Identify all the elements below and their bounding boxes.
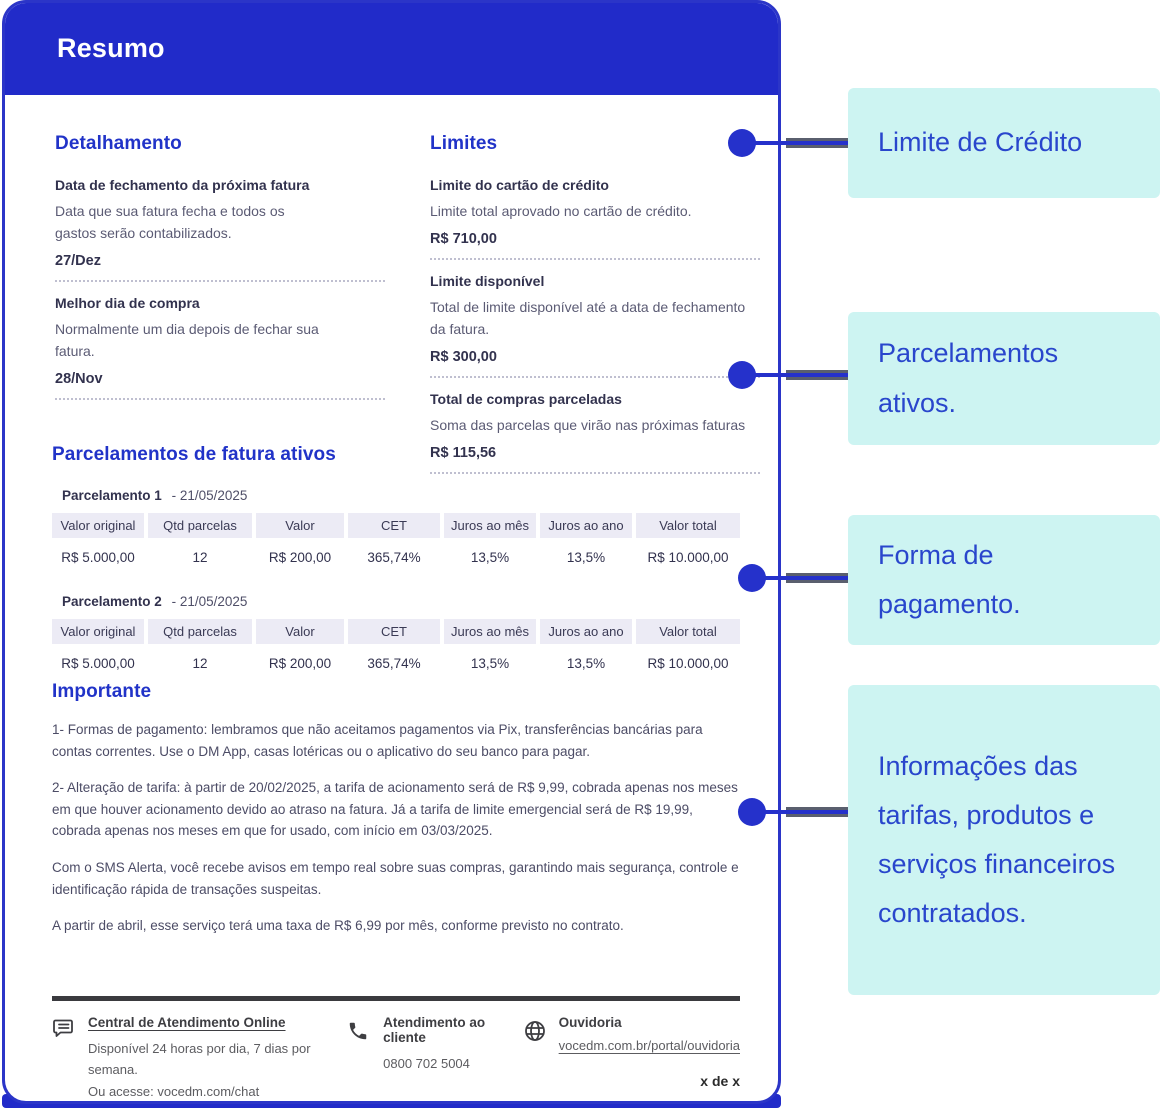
- connector-dot: [728, 129, 756, 157]
- column-header: Juros ao ano: [540, 513, 632, 538]
- footer-channel-chat: [52, 1015, 347, 1102]
- footer-line: Ou acesse: vocedm.com/chat: [88, 1083, 260, 1099]
- item-label: Data de fechamento da próxima fatura: [55, 177, 310, 193]
- column-header: CET: [348, 513, 440, 538]
- table-cell: 13,5%: [540, 648, 632, 676]
- column-header: Valor total: [636, 619, 740, 644]
- item-value: 28/Nov: [55, 371, 103, 388]
- item-value: R$ 300,00: [430, 349, 497, 366]
- section-importante: [52, 681, 742, 952]
- table-row: [52, 648, 742, 676]
- list-item: [430, 273, 760, 378]
- item-description: Total de limite disponível até a data de fechamento da fatura.: [430, 299, 746, 338]
- footer-phone-number: 0800 702 5004: [383, 1056, 470, 1071]
- table-cell: 12: [148, 648, 252, 676]
- importante-paragraph: 2- Alteração de tarifa: à partir de 20/02/2025, a tarifa de acionamento será de R$ 9,99, cobrada apenas nos meses em que houver acionamento devido ao atraso na fatura. Já a tarifa de limite emergencial será de R$ 19,99, cobrada apenas nos meses em que for usado, com início em 03/03/2025.: [52, 780, 738, 839]
- parcelamentos-heading: Parcelamentos de fatura ativos: [52, 444, 336, 465]
- footer-channel-title: Ouvidoria: [558, 1015, 622, 1030]
- item-value: R$ 115,56: [430, 445, 497, 462]
- chat-icon: [52, 1016, 76, 1045]
- callout-forma-pagamento: [848, 515, 1160, 645]
- parcelamento-table-2: [52, 594, 742, 676]
- dotted-divider: [430, 376, 760, 378]
- statement-header-band: [5, 3, 778, 95]
- table-cell: R$ 200,00: [256, 648, 344, 676]
- importante-paragraph: 1- Formas de pagamento: lembramos que não aceitamos pagamentos via Pix, transferências bancárias para contas correntes. Use o DM App, casas lotéricas ou o aplicativo do seu banco para pagar.: [52, 722, 703, 759]
- table-cell: R$ 5.000,00: [52, 648, 144, 676]
- table-cell: R$ 10.000,00: [636, 648, 740, 676]
- ouvidoria-link[interactable]: vocedm.com.br/portal/ouvidoria: [558, 1038, 740, 1053]
- item-label: Total de compras parceladas: [430, 391, 622, 408]
- table-cell: R$ 5.000,00: [52, 542, 144, 570]
- column-header: Juros ao ano: [540, 619, 632, 644]
- section-parcelamentos: [52, 444, 742, 700]
- callout-label: Forma de pagamento.: [878, 539, 1021, 619]
- dotted-divider: [430, 258, 760, 260]
- item-label: Limite do cartão de crédito: [430, 177, 609, 193]
- section-detalhamento: [55, 133, 385, 413]
- parcelamento-table-1: [52, 488, 742, 570]
- central-atendimento-link[interactable]: Central de Atendimento Online: [88, 1015, 286, 1030]
- limites-heading: Limites: [430, 133, 498, 154]
- importante-heading: Importante: [52, 681, 152, 702]
- statement-card: [2, 0, 781, 1104]
- column-header: Valor original: [52, 619, 144, 644]
- table-row: [52, 542, 742, 570]
- table-cell: 365,74%: [348, 648, 440, 676]
- callout-label: Informações das tarifas, produtos e serviços financeiros contratados.: [878, 750, 1116, 929]
- globe-icon: [523, 1016, 547, 1048]
- footer-channel-phone: [347, 1015, 523, 1102]
- footer-channel-title: Atendimento ao cliente: [383, 1015, 486, 1045]
- column-header: Juros ao mês: [444, 619, 536, 644]
- table-cell: 13,5%: [540, 542, 632, 570]
- connector-dot: [738, 564, 766, 592]
- callout-informacoes-tarifas: [848, 685, 1160, 995]
- table-header-row: [52, 619, 742, 644]
- item-description: Normalmente um dia depois de fechar sua fatura.: [55, 321, 319, 360]
- phone-icon: [347, 1016, 371, 1047]
- table-date: - 21/05/2025: [171, 594, 248, 609]
- page-indicator: x de x: [700, 1073, 740, 1089]
- connector-dot: [738, 798, 766, 826]
- detalhamento-heading: Detalhamento: [55, 133, 182, 154]
- table-cell: 12: [148, 542, 252, 570]
- table-header-row: [52, 513, 742, 538]
- table-cell: R$ 200,00: [256, 542, 344, 570]
- column-header: Qtd parcelas: [148, 513, 252, 538]
- table-title-line: [62, 488, 742, 503]
- list-item: [55, 295, 385, 400]
- footer-channel-ouvidoria: [523, 1015, 740, 1102]
- callout-label: Parcelamentos ativos.: [878, 338, 1059, 418]
- section-limites: [430, 133, 760, 487]
- table-date: - 21/05/2025: [171, 488, 248, 503]
- dotted-divider: [55, 398, 385, 400]
- callout-parcelamentos-ativos: [848, 312, 1160, 445]
- column-header: CET: [348, 619, 440, 644]
- dotted-divider: [55, 280, 385, 282]
- column-header: Juros ao mês: [444, 513, 536, 538]
- item-label: Limite disponível: [430, 273, 545, 290]
- item-description: Data que sua fatura fecha e todos os gastos serão contabilizados.: [55, 203, 285, 242]
- importante-paragraph: A partir de abril, esse serviço terá uma taxa de R$ 6,99 por mês, conforme previsto no contrato.: [52, 918, 624, 934]
- table-cell: 13,5%: [444, 542, 536, 570]
- item-value: R$ 710,00: [430, 231, 497, 248]
- table-title-line: [62, 594, 742, 609]
- page-title: Resumo: [57, 33, 165, 63]
- item-value: 27/Dez: [55, 253, 101, 270]
- callout-limite-credito: [848, 88, 1160, 198]
- column-header: Valor: [256, 513, 344, 538]
- column-header: Valor: [256, 619, 344, 644]
- connector-dot: [728, 361, 756, 389]
- column-header: Valor total: [636, 513, 740, 538]
- callout-label: Limite de Crédito: [878, 127, 1083, 158]
- item-description: Limite total aprovado no cartão de crédito.: [430, 203, 692, 219]
- table-title: Parcelamento 1: [62, 488, 162, 503]
- item-description: Soma das parcelas que virão nas próximas faturas: [430, 417, 746, 434]
- importante-paragraph: Com o SMS Alerta, você recebe avisos em tempo real sobre suas compras, garantindo mais segurança, controle e identificação rápida de transações suspeitas.: [52, 859, 739, 897]
- table-cell: 13,5%: [444, 648, 536, 676]
- table-title: Parcelamento 2: [62, 594, 162, 609]
- table-cell: R$ 10.000,00: [636, 542, 740, 570]
- table-cell: 365,74%: [348, 542, 440, 570]
- column-header: Qtd parcelas: [148, 619, 252, 644]
- list-item: [55, 177, 385, 282]
- contact-footer: [52, 996, 740, 1102]
- item-label: Melhor dia de compra: [55, 295, 200, 312]
- column-header: Valor original: [52, 513, 144, 538]
- footer-line: Disponível 24 horas por dia, 7 dias por semana.: [88, 1041, 311, 1078]
- list-item: [430, 177, 760, 260]
